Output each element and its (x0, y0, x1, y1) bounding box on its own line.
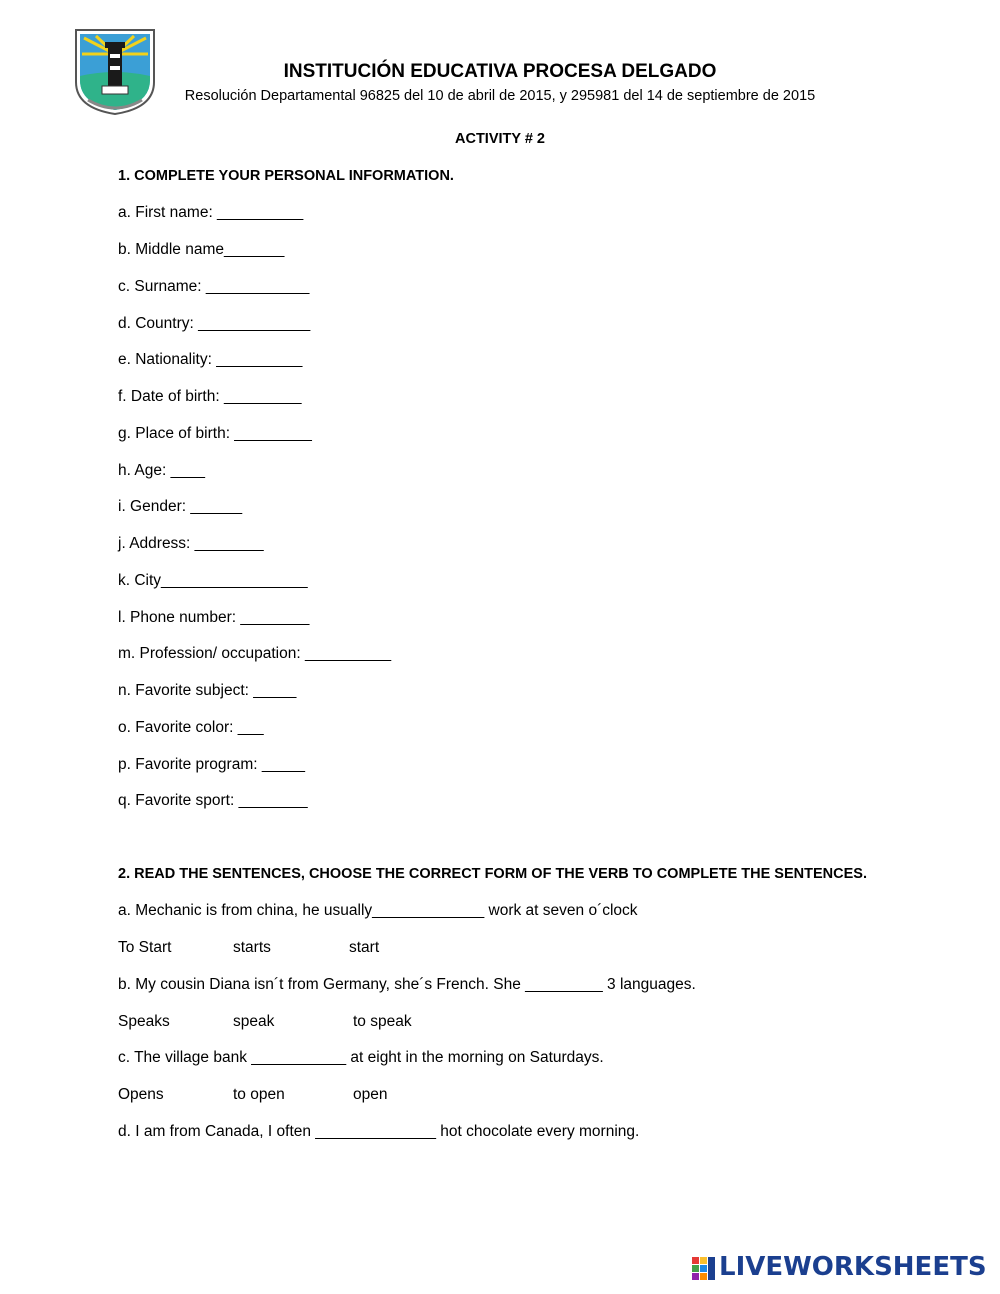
info-favorite-sport[interactable]: q. Favorite sport: ________ (118, 792, 308, 809)
info-first-name[interactable]: a. First name: __________ (118, 204, 304, 221)
question-a-sentence[interactable]: a. Mechanic is from china, he usually_____________ work at seven o´clock (118, 902, 638, 919)
question-c-option-2[interactable]: to open (233, 1086, 285, 1103)
info-place-of-birth[interactable]: g. Place of birth: _________ (118, 425, 312, 442)
info-city[interactable]: k. City_________________ (118, 572, 308, 589)
question-a-option-3[interactable]: start (349, 939, 380, 956)
question-a-option-2[interactable]: starts (233, 939, 271, 956)
question-b-sentence[interactable]: b. My cousin Diana isn´t from Germany, she´s French. She _________ 3 languages. (118, 976, 696, 993)
info-date-of-birth[interactable]: f. Date of birth: _________ (118, 388, 302, 405)
info-country[interactable]: d. Country: _____________ (118, 315, 311, 332)
question-c-option-3[interactable]: open (353, 1086, 388, 1103)
question-c-sentence[interactable]: c. The village bank ___________ at eight in the morning on Saturdays. (118, 1049, 604, 1066)
institution-subtitle: Resolución Departamental 96825 del 10 de abril de 2015, y 295981 del 14 de septiembre de 2015 (184, 88, 816, 104)
institution-title: INSTITUCIÓN EDUCATIVA PROCESA DELGADO (283, 61, 717, 82)
section2-heading: 2. READ THE SENTENCES, CHOOSE THE CORRECT FORM OF THE VERB TO COMPLETE THE SENTENCES. (118, 866, 867, 882)
question-d-sentence[interactable]: d. I am from Canada, I often ______________ hot chocolate every morning. (118, 1123, 640, 1140)
activity-title: ACTIVITY # 2 (455, 131, 545, 147)
liveworksheets-brand[interactable] (692, 1254, 992, 1284)
info-surname[interactable]: c. Surname: ____________ (118, 278, 310, 295)
info-gender[interactable]: i. Gender: ______ (118, 498, 243, 515)
liveworksheets-icon (692, 1257, 716, 1281)
info-favorite-color[interactable]: o. Favorite color: ___ (118, 719, 264, 736)
info-age[interactable]: h. Age: ____ (118, 462, 206, 479)
info-phone-number[interactable]: l. Phone number: ________ (118, 609, 310, 626)
info-profession[interactable]: m. Profession/ occupation: __________ (118, 645, 392, 662)
question-b-option-3[interactable]: to speak (353, 1013, 412, 1030)
info-middle-name[interactable]: b. Middle name_______ (118, 241, 285, 258)
section1-heading: 1. COMPLETE YOUR PERSONAL INFORMATION. (118, 168, 454, 184)
info-favorite-subject[interactable]: n. Favorite subject: _____ (118, 682, 297, 699)
question-a-option-1[interactable]: To Start (118, 939, 172, 956)
question-c-option-1[interactable]: Opens (118, 1086, 164, 1103)
liveworksheets-wordmark: LIVEWORKSHEETS (719, 1252, 987, 1282)
question-b-option-1[interactable]: Speaks (118, 1013, 170, 1030)
question-b-option-2[interactable]: speak (233, 1013, 275, 1030)
info-address[interactable]: j. Address: ________ (118, 535, 264, 552)
info-favorite-program[interactable]: p. Favorite program: _____ (118, 756, 305, 773)
info-nationality[interactable]: e. Nationality: __________ (118, 351, 303, 368)
